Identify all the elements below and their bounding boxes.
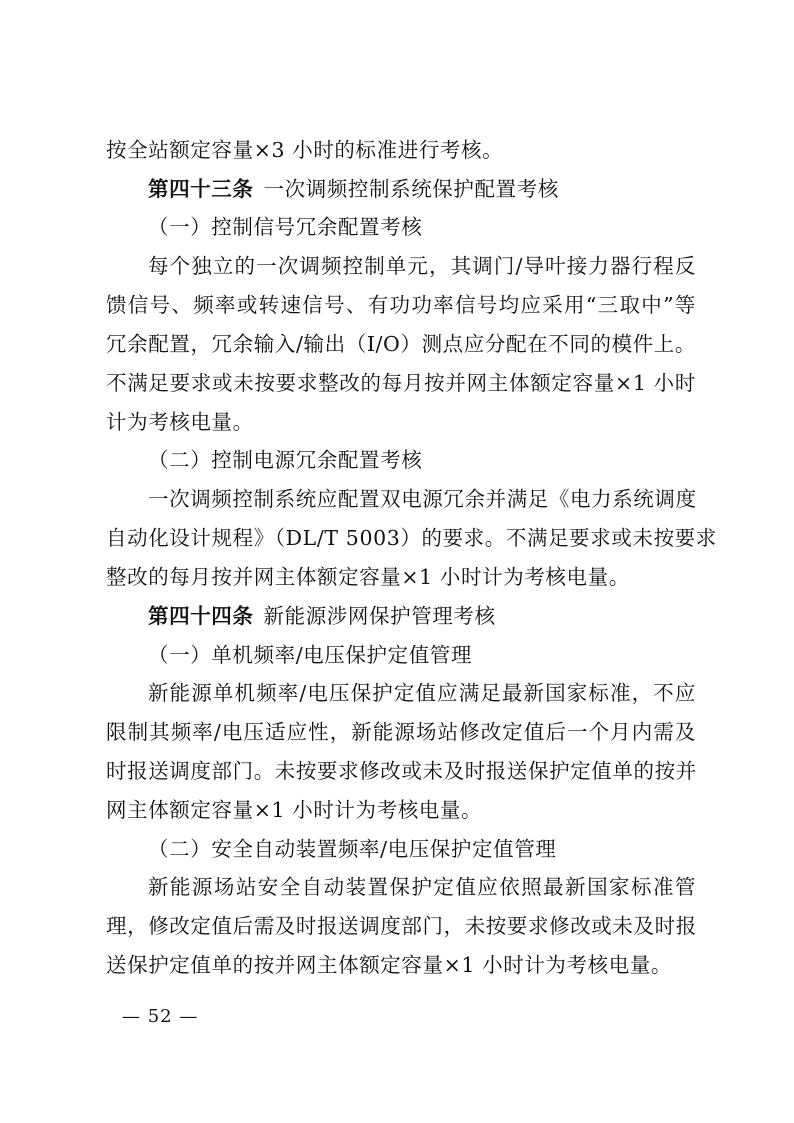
paragraph-line: 计为考核电量。 <box>106 410 254 434</box>
paragraph-line: 一次调频控制系统应配置双电源冗余并满足《电力系统调度 <box>148 487 697 511</box>
article-title: 新能源涉网保护管理考核 <box>263 604 496 628</box>
article-heading-43 <box>148 170 696 208</box>
paragraph-line: 限制其频率/电压适应性，新能源场站修改定值后一个月内需及 <box>106 720 696 744</box>
paragraph-line: 新能源单机频率/电压保护定值应满足最新国家标准，不应 <box>148 681 696 705</box>
paragraph-line: 自动化设计规程》（DL/T 5003）的要求。不满足要求或未按要求 <box>106 526 717 550</box>
section-heading: （二）安全自动装置频率/电压保护定值管理 <box>148 837 557 861</box>
article-number: 第四十三条 <box>148 177 254 201</box>
paragraph-line: 理，修改定值后需及时报送调度部门，未按要求修改或未及时报 <box>106 914 697 938</box>
section-heading: （一）控制信号冗余配置考核 <box>148 215 423 239</box>
paragraph-line: 网主体额定容量×1 小时计为考核电量。 <box>106 798 483 822</box>
paragraph-line: 馈信号、频率或转速信号、有功功率信号均应采用“三取中”等 <box>106 293 696 317</box>
paragraph-line: 送保护定值单的按并网主体额定容量×1 小时计为考核电量。 <box>106 953 673 977</box>
paragraph-line: 新能源场站安全自动装置保护定值应依照最新国家标准管 <box>148 875 696 899</box>
article-title: 一次调频控制系统保护配置考核 <box>263 177 559 201</box>
section-heading: （一）单机频率/电压保护定值管理 <box>148 643 473 667</box>
paragraph-line: 冗余配置，冗余输入/输出（I/O）测点应分配在不同的模件上。 <box>106 332 696 356</box>
paragraph-line: 每个独立的一次调频控制单元，其调门/导叶接力器行程反 <box>148 254 696 278</box>
article-heading-44 <box>148 597 696 635</box>
page-number: — 52 — <box>122 1006 199 1027</box>
section-heading: （二）控制电源冗余配置考核 <box>148 448 423 472</box>
paragraph-line: 时报送调度部门。未按要求修改或未及时报送保护定值单的按并 <box>106 759 697 783</box>
paragraph-line: 不满足要求或未按要求整改的每月按并网主体额定容量×1 小时 <box>106 371 696 395</box>
article-number: 第四十四条 <box>148 604 254 628</box>
paragraph-line: 整改的每月按并网主体额定容量×1 小时计为考核电量。 <box>106 565 630 589</box>
paragraph-line: 按全站额定容量×3 小时的标准进行考核。 <box>106 138 504 162</box>
